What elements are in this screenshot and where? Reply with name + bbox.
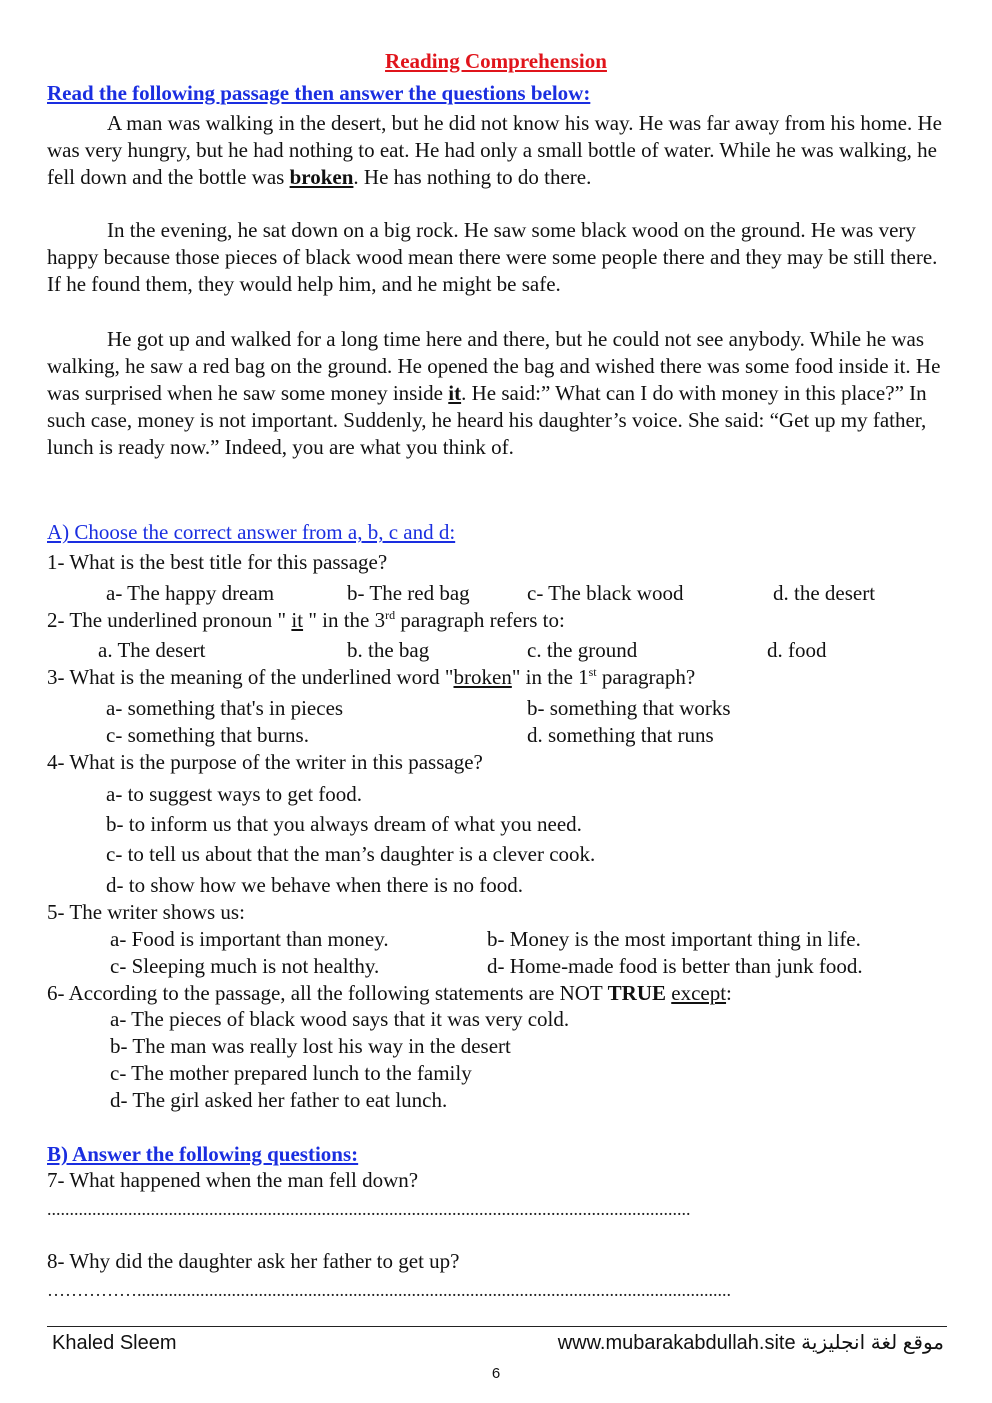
q2-option-a: a. The desert (98, 638, 206, 662)
q5-option-d: d- Home-made food is better than junk food. (487, 954, 863, 978)
question-6: 6- According to the passage, all the following statements are NOT TRUE except: (47, 981, 732, 1005)
answer-line-7[interactable]: ............................................................................................................................................... (47, 1199, 691, 1219)
q5-option-c: c- Sleeping much is not healthy. (110, 954, 380, 978)
question-3: 3- What is the meaning of the underlined word "broken" in the 1st paragraph? (47, 665, 696, 689)
footer-website: www.mubarakabdullah.site موقع لغة انجليزية (557, 1332, 944, 1354)
q1-option-c: c- The black wood (527, 581, 684, 605)
q4-option-b: b- to inform us that you always dream of what you need. (106, 812, 582, 836)
q4-option-c: c- to tell us about that the man’s daughter is a clever cook. (106, 842, 596, 866)
question-4: 4- What is the purpose of the writer in this passage? (47, 750, 483, 774)
q6-option-d: d- The girl asked her father to eat lunch. (110, 1088, 448, 1112)
instruction-heading: Read the following passage then answer the questions below: (47, 81, 591, 105)
section-b-heading: B) Answer the following questions: (47, 1142, 359, 1166)
question-7: 7- What happened when the man fell down? (47, 1168, 419, 1192)
q6-option-b: b- The man was really lost his way in the desert (110, 1034, 511, 1058)
underlined-word-broken: broken (289, 165, 354, 189)
question-8: 8- Why did the daughter ask her father to get up? (47, 1249, 460, 1273)
q6-option-a: a- The pieces of black wood says that it was very cold. (110, 1007, 570, 1031)
q4-option-d: d- to show how we behave when there is no food. (106, 873, 523, 897)
passage-paragraph-1: A man was walking in the desert, but he did not know his way. He was far away from his home. He was very hungry, but he had nothing to eat. He had only a small bottle of water. While he was walking, he fell down and the bottle was broken. He has nothing to do there. (47, 111, 942, 189)
q1-option-b: b- The red bag (347, 581, 470, 605)
q3-option-c: c- something that burns. (106, 723, 309, 747)
section-a-heading: A) Choose the correct answer from a, b, c and d: (47, 520, 456, 544)
q2-option-d: d. food (767, 638, 827, 662)
q5-option-a: a- Food is important than money. (110, 927, 389, 951)
underlined-word-it: it (448, 381, 462, 405)
q5-option-b: b- Money is the most important thing in life. (487, 927, 861, 951)
q4-option-a: a- to suggest ways to get food. (106, 782, 363, 806)
answer-line-8[interactable]: …………….................................................................................................................................... (47, 1280, 731, 1300)
page-title: Reading Comprehension (385, 49, 607, 73)
passage-paragraph-3: He got up and walked for a long time here and there, but he could not see anybody. While he was walking, he saw a red bag on the ground. He opened the bag and wished there was some food inside it. He was surprised when he saw some money inside it. He said:” What can I do with money in this place?” In such case, money is not important. Suddenly, he heard his daughter’s voice. She said: “Get up my father, lunch is ready now.” Indeed, you are what you think of. (47, 327, 941, 459)
page-number: 6 (491, 1365, 501, 1382)
question-2: 2- The underlined pronoun " it " in the 3rd paragraph refers to: (47, 608, 565, 632)
q2-option-c: c. the ground (527, 638, 638, 662)
question-1: 1- What is the best title for this passage? (47, 550, 388, 574)
q1-option-d: d. the desert (773, 581, 876, 605)
q1-option-a: a- The happy dream (106, 581, 275, 605)
passage-paragraph-2: In the evening, he sat down on a big rock. He saw some black wood on the ground. He was very happy because those pieces of black wood mean there were some people there and they may be still there. If he found them, they would help him, and he might be safe. (47, 218, 938, 296)
q3-option-a: a- something that's in pieces (106, 696, 344, 720)
q3-option-d: d. something that runs (527, 723, 714, 747)
q2-option-b: b. the bag (347, 638, 430, 662)
question-5: 5- The writer shows us: (47, 900, 245, 924)
q3-option-b: b- something that works (527, 696, 731, 720)
q6-option-c: c- The mother prepared lunch to the family (110, 1061, 472, 1085)
footer-divider (47, 1326, 947, 1327)
footer-author: Khaled Sleem (52, 1332, 177, 1354)
